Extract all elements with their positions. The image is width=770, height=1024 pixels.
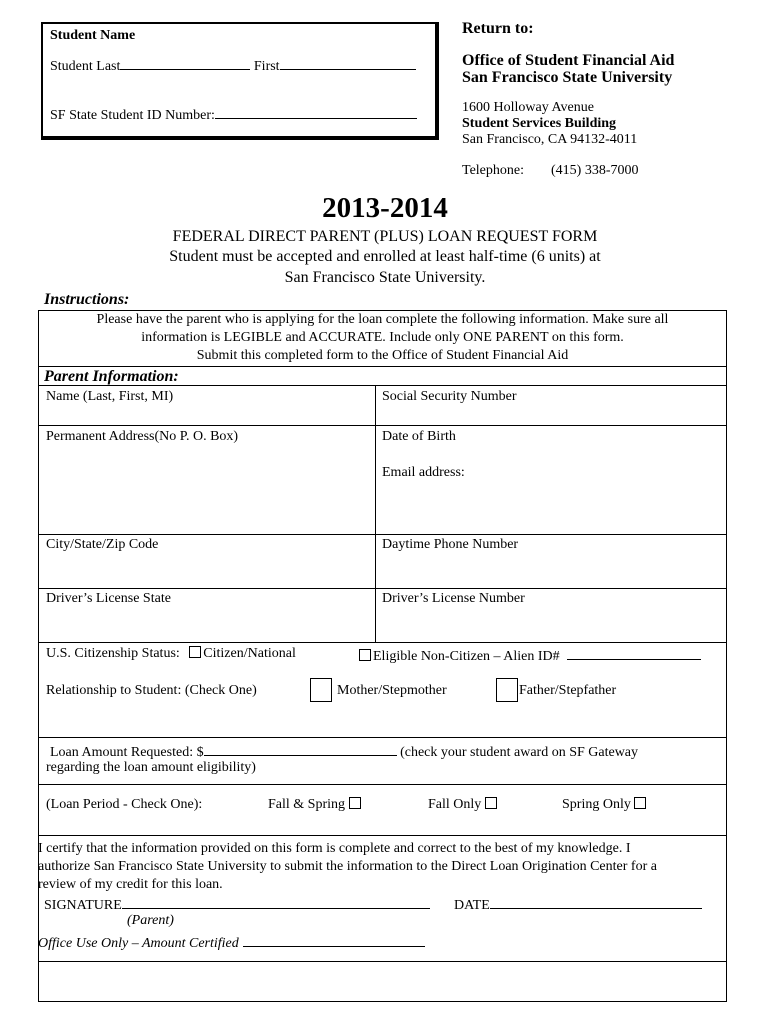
student-name-title: Student Name (50, 28, 136, 43)
loan-amount-note-2: regarding the loan amount eligibility) (46, 760, 256, 775)
certification-line-2: authorize San Francisco State University to submit the information to the Direct Loan Origination Center for a (38, 859, 657, 874)
citizen-checkbox[interactable] (189, 646, 201, 658)
dl-number-field[interactable] (382, 591, 525, 607)
telephone-value: (415) 338-7000 (551, 163, 639, 178)
telephone-label: Telephone: (462, 163, 524, 178)
loan-amount-note: (check your student award on SF Gateway (400, 745, 639, 760)
ssn-field[interactable] (382, 389, 517, 405)
fall-spring-label: Fall & Spring (268, 797, 346, 812)
citizenship-row (46, 646, 296, 662)
citizen-option-label: Citizen/National (203, 646, 296, 661)
address-line: 1600 Holloway Avenue (462, 100, 594, 115)
loan-amount-input[interactable] (204, 742, 397, 756)
dob-label: Date of Birth (382, 429, 456, 444)
date-field[interactable] (454, 895, 702, 914)
office-use-label: Office Use Only – Amount Certified (38, 936, 239, 951)
university-name: San Francisco State University (462, 69, 673, 86)
alien-id-input[interactable] (567, 646, 701, 660)
certification-line-3: review of my credit for this loan. (38, 877, 223, 892)
student-id-field[interactable] (50, 105, 417, 124)
spring-only-label: Spring Only (562, 797, 631, 812)
ssn-label: Social Security Number (382, 389, 517, 404)
fall-spring-option (268, 797, 363, 813)
permanent-address-label: Permanent Address(No P. O. Box) (46, 429, 239, 444)
loan-amount-row (50, 742, 638, 761)
fall-only-option (428, 797, 499, 813)
certification-line-1: I certify that the information provided on this form is complete and correct to the best of my knowledge. I (38, 841, 631, 856)
signature-field[interactable] (44, 895, 430, 914)
instructions-line-1: Please have the parent who is applying for the loan complete the following information. Make sure all (96, 312, 669, 327)
office-use-field (38, 933, 425, 952)
permanent-address-field[interactable] (46, 429, 238, 445)
father-option-label: Father/Stepfather (519, 683, 617, 698)
parent-name-label: Name (Last, First, MI) (46, 389, 174, 404)
eligible-noncitizen-checkbox[interactable] (359, 649, 371, 661)
return-to-heading: Return to: (462, 20, 534, 37)
instructions-line-3: Submit this completed form to the Office of Student Financial Aid (196, 348, 569, 363)
student-last-field[interactable] (50, 56, 416, 75)
dl-state-label: Driver’s License State (46, 591, 171, 606)
fall-spring-checkbox[interactable] (349, 797, 361, 809)
building-line: Student Services Building (462, 116, 617, 131)
eligible-noncitizen-row (359, 646, 701, 665)
form-year: 2013-2014 (322, 192, 448, 224)
parent-info-heading: Parent Information: (44, 368, 179, 385)
loan-period-label: (Loan Period - Check One): (46, 797, 203, 812)
fall-only-label: Fall Only (428, 797, 482, 812)
date-label: DATE (454, 898, 490, 913)
dl-state-field[interactable] (46, 591, 171, 607)
student-first-label: First (253, 59, 280, 74)
instructions-line-2: information is LEGIBLE and ACCURATE. Include only ONE PARENT on this form. (141, 330, 624, 345)
student-id-label: SF State Student ID Number: (50, 108, 215, 123)
city-state-zip-label: City/State/Zip Code (46, 537, 159, 552)
eligible-noncitizen-label: Eligible Non-Citizen – Alien ID# (373, 649, 560, 664)
dl-number-label: Driver’s License Number (382, 591, 525, 606)
relationship-label: Relationship to Student: (Check One) (46, 683, 257, 698)
instructions-heading: Instructions: (44, 291, 130, 308)
daytime-phone-label: Daytime Phone Number (382, 537, 519, 552)
signature-label: SIGNATURE (44, 898, 122, 913)
city-state-zip-field[interactable] (46, 537, 158, 553)
father-checkbox[interactable] (496, 678, 518, 702)
citizenship-label: U.S. Citizenship Status: (46, 646, 180, 661)
daytime-phone-field[interactable] (382, 537, 518, 553)
office-name: Office of Student Financial Aid (462, 52, 675, 69)
spring-only-option (562, 797, 648, 813)
fall-only-checkbox[interactable] (485, 797, 497, 809)
mother-option-label: Mother/Stepmother (337, 683, 447, 698)
spring-only-checkbox[interactable] (634, 797, 646, 809)
email-label: Email address: (382, 465, 465, 480)
email-field[interactable] (382, 465, 465, 481)
form-subtitle-1: Student must be accepted and enrolled at least half-time (6 units) at (169, 248, 601, 265)
form-subtitle-2: San Francisco State University. (284, 269, 486, 286)
loan-amount-label: Loan Amount Requested: $ (50, 745, 204, 760)
parent-name-field[interactable] (46, 389, 173, 405)
city-line: San Francisco, CA 94132-4011 (462, 132, 638, 147)
student-last-label: Student Last (50, 59, 121, 74)
mother-checkbox[interactable] (310, 678, 332, 702)
parent-signature-caption: (Parent) (127, 913, 174, 928)
form-name: FEDERAL DIRECT PARENT (PLUS) LOAN REQUEST FORM (172, 228, 598, 245)
dob-field[interactable] (382, 429, 456, 445)
